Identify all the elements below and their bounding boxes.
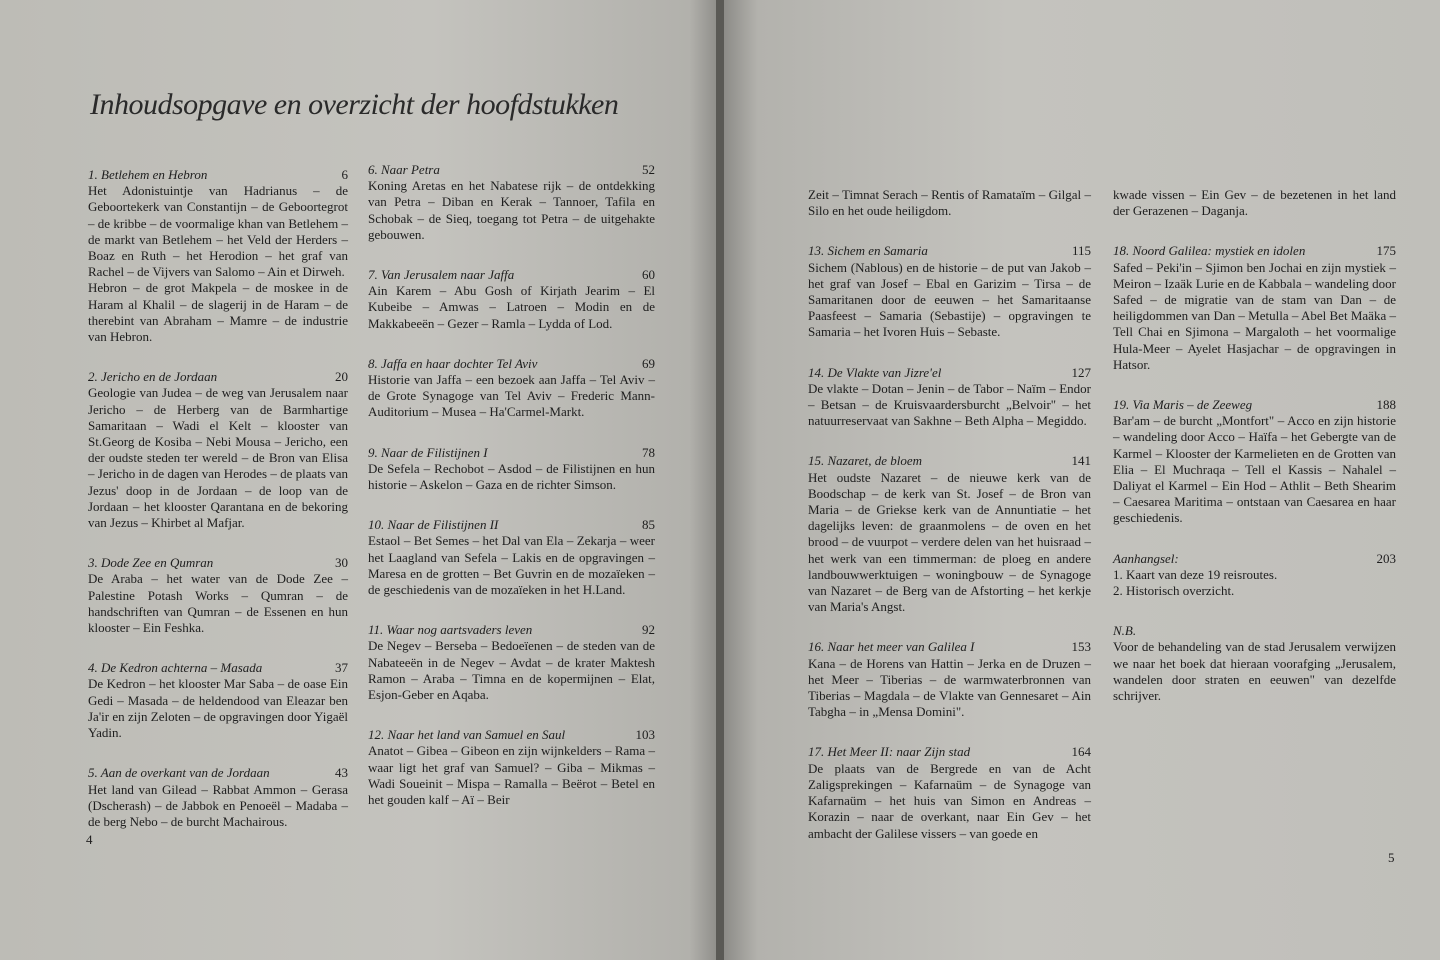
entry-page: 141 xyxy=(1071,453,1091,469)
entry-title: 6. Naar Petra xyxy=(368,162,440,177)
entry-title: 11. Waar nog aartsvaders leven xyxy=(368,622,533,638)
entry-text: Kana – de Horens van Hattin – Jerka en de Druzen – het Meer – Tiberias – de warmwaterbronnen van Tiberias – Magdala – de Vlakte van Gennesaret – Ain Tabgha – in „Mensa Domini". xyxy=(808,655,1091,720)
toc-entry xyxy=(88,660,348,741)
toc-entry xyxy=(808,243,1091,340)
entry-title: 8. Jaffa en haar dochter Tel Aviv xyxy=(368,355,538,371)
appendix-item: 1. Kaart van deze 19 reisroutes. xyxy=(1113,566,1278,582)
toc-entry xyxy=(368,727,655,808)
entry-page: 60 xyxy=(642,267,655,283)
entry-text: Zeit – Timnat Serach – Rentis of Ramataïm – Gilgal – Silo en het oude heiligdom. xyxy=(808,187,1091,219)
entry-page: 153 xyxy=(1071,639,1091,655)
entry-title: 17. Het Meer II: naar Zijn stad xyxy=(808,744,971,760)
page-number-left: 4 xyxy=(86,832,93,847)
toc-column-4 xyxy=(1113,187,1396,728)
entry-text-2: Hebron – de grot Makpela – de moskee in de Haram al Khalil – de slagerij in de Haram – de therebint van Abraham – Mamre – de industrie van Hebron. xyxy=(88,280,348,345)
entry-page: 37 xyxy=(335,660,348,676)
toc-entry xyxy=(808,639,1091,720)
entry-page: 164 xyxy=(1071,744,1091,760)
toc-entry xyxy=(368,162,655,243)
entry-text: Het land van Gilead – Rabbat Ammon – Gerasa (Dscherash) – de Jabbok en Penoeël – Madaba – de berg Nebo – de burcht Machairous. xyxy=(88,781,348,829)
appendix-item: 2. Historisch overzicht. xyxy=(1113,583,1235,599)
entry-text: Sichem (Nablous) en de historie – de put van Jakob – het graf van Josef – Ebal en Garizim – Tirsa – de Samaritanen door de eeuwen – het Samaritaanse Paasfeest – Samaria (Sebastije) – opgravingen te Samaria – het Ivoren Huis – Sebaste. xyxy=(808,259,1091,340)
entry-text: Safed – Peki'in – Sjimon ben Jochai en zijn mystiek – Meiron – Izaäk Lurie en de Kabbala – wandeling door Safed – de migratie van de stam van Dan – de heiligdommen van Dan – Metulla – Abel Bet Maäka – Tell Chai en Sjimona – Margaloth – het voormalige Hula-Meer – Ayelet Hasjachar – de opgravingen in Hatsor. xyxy=(1113,259,1396,372)
toc-entry xyxy=(1113,397,1396,527)
entry-title: 7. Van Jerusalem naar Jaffa xyxy=(368,267,515,283)
entry-text: De Negev – Berseba – Bedoeïenen – de steden van de Nabateeën in de Negev – Avdat – de krater Maktesh Ramon – Araba – Timna en de kopermijnen – Elat, Esjon-Geber en Aqaba. xyxy=(368,638,655,703)
toc-entry xyxy=(368,267,655,332)
entry-page: 6 xyxy=(341,167,348,182)
entry-text: De Kedron – het klooster Mar Saba – de oase Ein Gedi – Masada – de heldendood van Eleazar ben Ja'ir en zijn Zeloten – de opgravingen door Yigaël Yadin. xyxy=(88,676,348,741)
toc-entry xyxy=(1113,243,1396,373)
entry-title: 10. Naar de Filistijnen II xyxy=(368,517,499,533)
toc-entry xyxy=(368,517,655,598)
entry-page: 127 xyxy=(1071,364,1091,380)
toc-column-2 xyxy=(368,162,655,832)
entry-text: Geologie van Judea – de weg van Jerusalem naar Jericho – de Herberg van de Barmhartige Samaritaan – Wadi el Kelt – klooster van St.Georg de Kosiba – Nebi Mousa – Jericho, een der oudste steden ter wereld – de Bron van Elisa – Jericho in de dagen van Herodes – de plaats van Jezus' doop in de Jordaan – de loop van de Jordaan – het klooster Qarantana en de bekoring van Jezus – Khirbet al Mafjar. xyxy=(88,385,348,531)
entry-page: 103 xyxy=(635,727,655,743)
entry-text: Bar'am – de burcht „Montfort" – Acco en zijn historie – wandeling door Acco – Haïfa – het Gebergte van de Karmel – Klooster der Karmelieten en de Grotten van Elia – El Muchraqa – Tell el Kassis – Nahalel – Daliyat el Karmel – Ein Hod – Athlit – Beth Shearim – Caesarea Maritima – ontstaan van Caesarea en haar geschiedenis. xyxy=(1113,413,1396,526)
entry-title: 1. Betlehem en Hebron xyxy=(88,167,208,182)
appendix-title: Aanhangsel: xyxy=(1113,550,1179,566)
entry-title: 14. De Vlakte van Jizre'el xyxy=(808,364,942,380)
toc-column-1 xyxy=(88,167,348,854)
toc-entry xyxy=(368,356,655,421)
entry-page: 92 xyxy=(642,622,655,638)
entry-text: De plaats van de Bergrede en van de Acht Zaligsprekingen – Kafarnaüm – de Synagoge van Kafarnaüm – het huis van Simon en Andreas – Korazin – naar de overkant, naar Ein Gev – het ambacht der Galilese vissers – van goede en xyxy=(808,760,1091,841)
entry-page: 30 xyxy=(335,555,348,571)
note-text: Voor de behandeling van de stad Jerusalem verwijzen we naar het boek dat hieraan voorafging „Jerusalem, wandelen door straten en eeuwen" van dezelfde schrijver. xyxy=(1113,639,1396,704)
entry-title: 18. Noord Galilea: mystiek en idolen xyxy=(1113,243,1306,259)
entry-page: 69 xyxy=(642,355,655,371)
entry-title: 2. Jericho en de Jordaan xyxy=(88,369,218,385)
entry-text: Koning Aretas en het Nabatese rijk – de ontdekking van Petra – Diban en Kerak – Tannoer, Tafila en Schobak – de Sieq, toegang tot Petra – de uitgehakte gebouwen. xyxy=(368,178,655,242)
toc-entry xyxy=(88,765,348,830)
toc-entry xyxy=(88,369,348,531)
page-title: Inhoudsopgave en overzicht der hoofdstukken xyxy=(90,88,619,121)
entry-title: 13. Sichem en Samaria xyxy=(808,243,928,259)
toc-continuation xyxy=(808,187,1091,219)
entry-text: Historie van Jaffa – een bezoek aan Jaffa – Tel Aviv – de Grote Synagoge van Tel Aviv – Frederic Mann-Auditorium – Musea – Ha'Carmel-Markt. xyxy=(368,372,655,420)
entry-title: 4. De Kedron achterna – Masada xyxy=(88,660,263,676)
entry-text: Ain Karem – Abu Gosh of Kirjath Jearim – El Kubeibe – Amwas – Latroen – Modin en de Makkabeeën – Gezer – Ramla – Lydda of Lod. xyxy=(368,283,655,331)
toc-entry xyxy=(88,167,348,345)
appendix-page: 203 xyxy=(1376,550,1396,566)
entry-title: 5. Aan de overkant van de Jordaan xyxy=(88,765,270,781)
toc-entry xyxy=(88,555,348,636)
entry-text: Het Adonistuintje van Hadrianus – de Geboortekerk van Constantijn – de Geboortegrot – de kribbe – de voormalige khan van Betlehem – de markt van Betlehem – het Veld der Herders – Boaz en Ruth – het Herodion – het graf van Rachel – de Vijvers van Salomo – Ain et Dirweh. xyxy=(88,183,348,280)
entry-text: De Araba – het water van de Dode Zee – Palestine Potash Works – Qumran – de handschriften van Qumran – de Essenen en hun klooster – Ein Feshka. xyxy=(88,571,348,636)
entry-text: Estaol – Bet Semes – het Dal van Ela – Zekarja – weer het Laagland van Sefela – Lakis en de opgravingen – Maresa en de grotten – Bet Guvrin en de mozaïeken – de geschiedenis van de mozaïeken in het H.Land. xyxy=(368,533,655,598)
toc-entry xyxy=(808,453,1091,615)
page-number-right: 5 xyxy=(1388,850,1395,865)
entry-text: De Sefela – Rechobot – Asdod – de Filistijnen en hun historie – Askelon – Gaza en de richter Simson. xyxy=(368,460,655,493)
entry-page: 175 xyxy=(1376,243,1396,259)
toc-continuation xyxy=(1113,187,1396,219)
entry-page: 85 xyxy=(642,517,655,533)
entry-page: 188 xyxy=(1376,397,1396,413)
entry-text: De vlakte – Dotan – Jenin – de Tabor – Naïm – Endor – Betsan – de Kruisvaardersburcht „Belvoir" – het natuurreservaat van Sakhne – Beth Alpha – Megiddo. xyxy=(808,380,1091,429)
toc-entry xyxy=(368,445,655,494)
entry-page: 43 xyxy=(335,765,348,781)
note xyxy=(1113,623,1396,704)
toc-entry xyxy=(808,365,1091,430)
entry-title: 9. Naar de Filistijnen I xyxy=(368,444,488,460)
entry-title: 3. Dode Zee en Qumran xyxy=(88,555,214,571)
entry-text: Het oudste Nazaret – de nieuwe kerk van de Boodschap – de kerk van St. Josef – de Bron van Maria – de Griekse kerk van de Annuntiatie – het dagelijks leven: de graanmolens – de oven en het brood – de vuurpot – verdere delen van het huisraad – het werk van een timmerman: de ploeg en andere landbouwwerktuigen – woningbouw – de Synagoge van Nazaret – de Berg van de Afstorting – het kerkje van Maria's Angst. xyxy=(808,469,1091,615)
entry-text: kwade vissen – Ein Gev – de bezetenen in het land der Gerazenen – Daganja. xyxy=(1113,187,1396,219)
appendix xyxy=(1113,551,1396,600)
entry-title: 16. Naar het meer van Galilea I xyxy=(808,639,975,655)
toc-entry xyxy=(368,622,655,703)
book-gutter xyxy=(716,0,724,960)
toc-entry xyxy=(808,744,1091,841)
entry-page: 52 xyxy=(642,162,655,177)
note-title: N.B. xyxy=(1113,623,1137,639)
entry-title: 15. Nazaret, de bloem xyxy=(808,453,922,469)
toc-column-3 xyxy=(808,187,1091,866)
entry-title: 19. Via Maris – de Zeeweg xyxy=(1113,397,1253,413)
entry-page: 115 xyxy=(1071,243,1091,259)
entry-text: Anatot – Gibea – Gibeon en zijn wijnkelders – Rama – waar ligt het graf van Samuel? – Giba – Mikmas – Wadi Soueinit – Mispa – Ramalla – Beërot – Betel en het gouden kalf – Aï – Beir xyxy=(368,743,655,808)
entry-page: 20 xyxy=(335,369,348,385)
entry-page: 78 xyxy=(642,444,655,460)
entry-title: 12. Naar het land van Samuel en Saul xyxy=(368,727,566,743)
